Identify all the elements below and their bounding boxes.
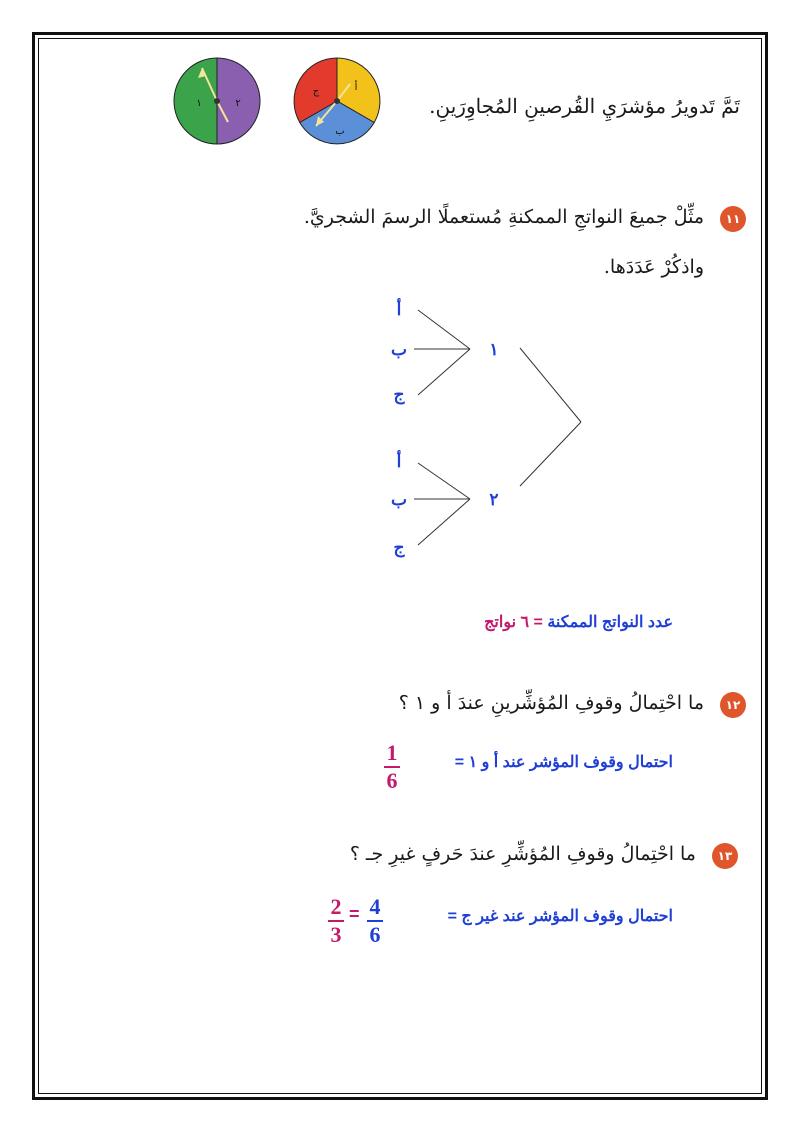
answer-12-fraction: [384, 742, 400, 792]
answer-12-numerator: 1: [386, 740, 398, 765]
intro-text: تَمَّ تَدويرُ مؤشرَيِ القُرصينِ المُجاوِرَينِ.: [429, 94, 740, 118]
question-13-number: ١٣: [712, 843, 738, 869]
answer-13-label: احتمال وقوف المؤشر عند غير ج =: [447, 908, 673, 925]
tree-diagram: [380, 300, 600, 560]
question-11-line-2: واذكُرْ عَدَدَها.: [603, 256, 704, 278]
tree-node-1: ١: [489, 340, 499, 359]
tree-leaf-2b: ب: [390, 490, 407, 509]
tree-leaf-1a: أ: [396, 300, 402, 319]
answer-13-fraction-2: [328, 896, 344, 946]
answer-11: [484, 612, 673, 632]
answer-13-frac1-numerator: 4: [369, 894, 381, 919]
tree-leaf-1c: ج: [393, 385, 405, 404]
answer-13-eq: =: [349, 904, 360, 924]
tree-leaf-2c: ج: [393, 538, 405, 557]
spinner-label-b: ب: [335, 126, 345, 137]
question-11-line-1: مثِّلْ جميعَ النواتجِ الممكنةِ مُستعملًا الرسمَ الشجريَّ.: [303, 206, 704, 228]
page-border-inner: [38, 38, 762, 1094]
answer-11-eq: =: [533, 614, 543, 631]
spinner-letters: [292, 56, 382, 146]
answer-13-fraction-1: [367, 896, 383, 946]
question-11-number: ١١: [720, 206, 746, 232]
spinner-numbers: [172, 56, 262, 146]
question-12-text: ما احْتِمالُ وقوفِ المُؤشِّرينِ عندَ أ و ١ ؟: [398, 692, 704, 714]
spinner-label-1: ١: [196, 98, 202, 109]
answer-11-value: ٦ نواتج: [484, 614, 530, 631]
question-13-text: ما احْتِمالُ وقوفِ المُؤشِّرِ عندَ حَرفٍ غيرِ جـ ؟: [349, 843, 696, 865]
answer-13-frac2-denominator: 3: [330, 922, 342, 947]
answer-12-label: احتمال وقوف المؤشر عند أ و ١ =: [454, 754, 673, 771]
tree-leaf-2a: أ: [396, 452, 402, 471]
spinner-label-c: ج: [312, 86, 320, 97]
tree-leaf-1b: ب: [390, 340, 407, 359]
tree-node-2: ٢: [489, 490, 499, 509]
question-12-number: ١٢: [720, 692, 746, 718]
spinner-label-2: ٢: [235, 98, 241, 109]
answer-11-label: عدد النواتج الممكنة: [547, 614, 673, 631]
answer-12-denominator: 6: [386, 768, 398, 793]
answer-13-frac1-denominator: 6: [369, 922, 381, 947]
spinner-label-a: أ: [354, 82, 358, 93]
answer-13-frac2-numerator: 2: [330, 894, 342, 919]
